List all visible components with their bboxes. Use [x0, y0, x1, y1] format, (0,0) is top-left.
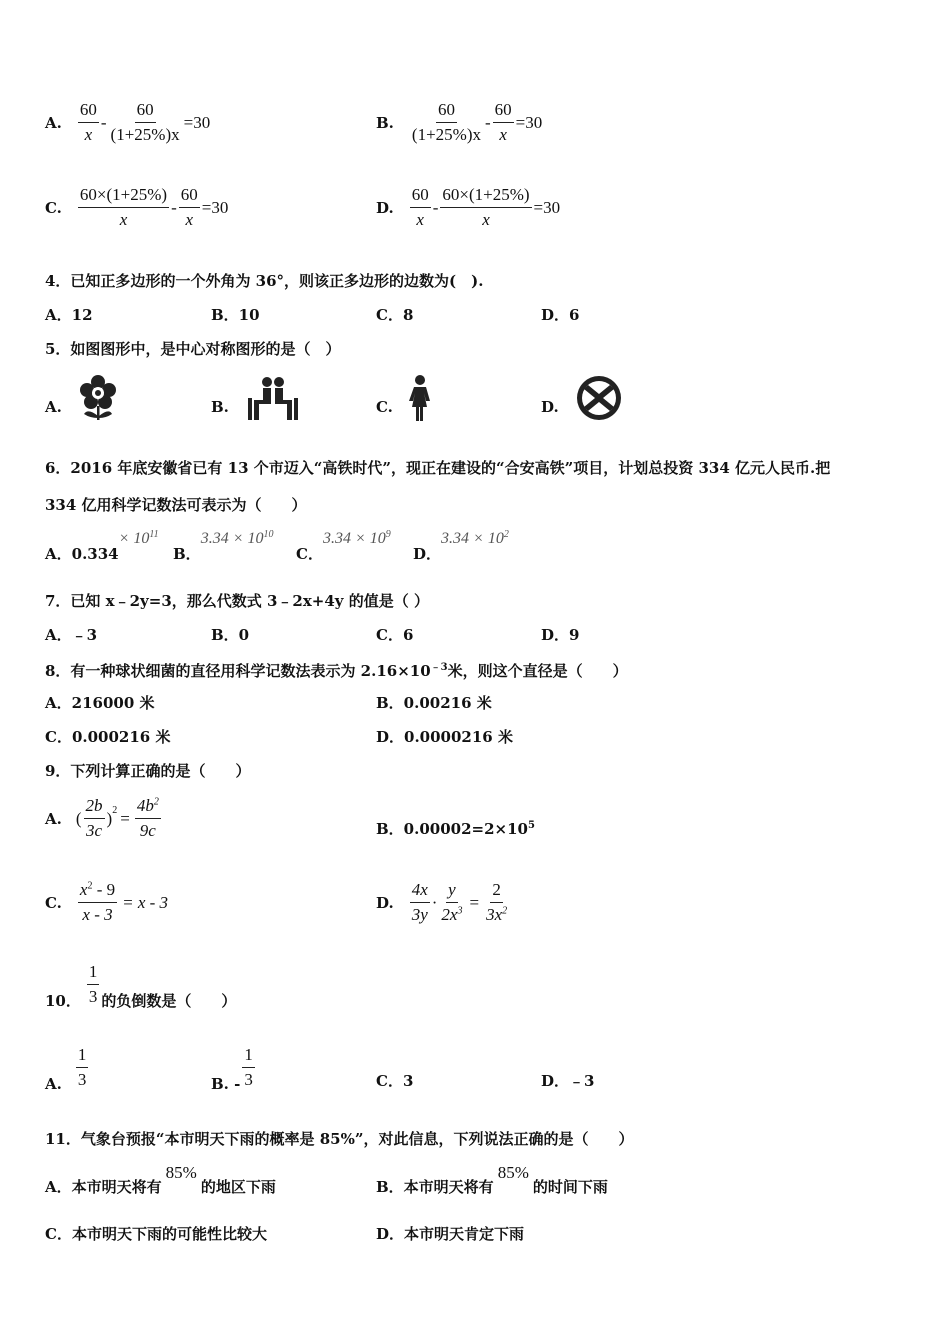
exponent: 5 — [527, 820, 535, 831]
person-icon[interactable] — [407, 374, 433, 422]
numerator: 1 — [242, 1045, 255, 1068]
denominator: 3 — [244, 1070, 253, 1089]
option-label: B. — [376, 113, 394, 132]
exponent: 2 — [153, 796, 159, 808]
q8-option-b[interactable]: B．0.00216 米 — [376, 694, 492, 712]
q10-option-d[interactable]: D．﹣3 — [541, 1072, 595, 1090]
option-label: C． — [296, 545, 323, 563]
circle-cross-icon[interactable] — [574, 374, 624, 422]
q11-option-d[interactable]: D．本市明天肯定下雨 — [376, 1225, 525, 1243]
numerator: 60 — [436, 100, 457, 123]
exponent: 2 — [503, 529, 509, 540]
q8-stem-exp: ﹣3 — [430, 662, 448, 673]
q8-option-c[interactable]: C．0.000216 米 — [45, 728, 171, 746]
numerator: 60 — [78, 100, 99, 123]
rhs: =30 — [533, 197, 561, 217]
q5-option-c-label[interactable]: C. — [376, 398, 393, 416]
equals: = — [469, 892, 480, 912]
option-label: C. — [45, 893, 62, 912]
option-post: 的地区下雨 — [200, 1178, 276, 1196]
numerator: 2 — [490, 880, 503, 903]
term: 4b — [136, 796, 154, 815]
option-pre: B．本市明天将有 — [376, 1178, 494, 1196]
q3-d-formula — [408, 185, 560, 230]
q7-stem: 7．已知 x﹣2y=3，那么代数式 3﹣2x+4y 的值是（ ） — [45, 592, 429, 610]
q8-stem-pre: 8．有一种球状细菌的直径用科学记数法表示为 2.16×10 — [45, 662, 431, 680]
q4-option-d[interactable]: D．6 — [541, 306, 580, 324]
denominator: 3c — [86, 821, 103, 840]
q3-option-a[interactable] — [45, 100, 210, 145]
operator: - — [100, 112, 107, 132]
q6-option-d[interactable] — [413, 527, 509, 563]
denominator: x — [185, 210, 194, 229]
q7-option-c[interactable]: C．6 — [376, 626, 414, 644]
paren: ( — [75, 808, 82, 828]
option-label: A. — [45, 113, 62, 132]
exponent: 2 — [112, 805, 118, 816]
q10-option-b[interactable] — [211, 1045, 257, 1093]
q7-option-b[interactable]: B．0 — [211, 626, 250, 644]
exponent: 2 — [87, 880, 93, 892]
equals: = — [120, 808, 130, 828]
paren: ) — [106, 808, 113, 828]
q9-option-a[interactable] — [45, 796, 163, 841]
q3-c-formula — [76, 185, 228, 230]
option-post: 的时间下雨 — [532, 1178, 608, 1196]
denominator: x — [119, 210, 128, 229]
operator: - — [171, 197, 177, 217]
q8-option-d[interactable]: D．0.0000216 米 — [376, 728, 513, 746]
rhs: =30 — [201, 197, 229, 217]
denominator: 9c — [139, 821, 156, 840]
q11-option-b[interactable] — [376, 1162, 608, 1196]
exponent: 2 — [502, 905, 508, 917]
numerator: 2b — [84, 796, 105, 819]
term: 2x — [441, 905, 458, 924]
q10-stem-text: 的负倒数是（ ） — [101, 992, 237, 1010]
option-label: D. — [376, 893, 394, 912]
denominator — [439, 903, 464, 925]
denominator: 3y — [411, 905, 428, 924]
q8-option-a[interactable]: A．216000 米 — [45, 694, 155, 712]
denominator: x - 3 — [82, 905, 113, 924]
q9-d-formula — [408, 880, 511, 925]
q11-option-c[interactable]: C．本市明天下雨的可能性比较大 — [45, 1225, 267, 1243]
q6-option-a[interactable] — [45, 527, 159, 563]
denominator: x — [84, 125, 93, 144]
numerator — [78, 880, 117, 903]
denominator: 3 — [77, 1070, 87, 1089]
q6-option-b[interactable] — [173, 527, 274, 563]
q3-option-b[interactable] — [376, 100, 542, 145]
q10-stem — [45, 962, 237, 1010]
q4-option-c[interactable]: C．8 — [376, 306, 414, 324]
q3-option-c[interactable] — [45, 185, 228, 230]
q10-option-c[interactable]: C．3 — [376, 1072, 414, 1090]
numerator: 60×(1+25%) — [440, 185, 531, 208]
q10-number: 10． — [45, 992, 81, 1010]
q6-stem-line1: 6．2016 年底安徽省已有 13 个市迈入“高铁时代”，现正在建设的“合安高铁”项目，计划总投资 334 亿元人民币.把 — [45, 459, 831, 477]
flower-icon[interactable] — [78, 374, 118, 422]
option-label: C. — [45, 198, 62, 217]
numerator: 60 — [410, 185, 431, 208]
q7-option-a[interactable]: A．﹣3 — [45, 626, 98, 644]
q4-stem: 4．已知正多边形的一个外角为 36°，则该正多边形的边数为( ). — [45, 272, 484, 290]
rhs: =30 — [183, 112, 211, 132]
operator: - — [484, 112, 491, 132]
q5-option-a-label[interactable]: A. — [45, 398, 62, 416]
numerator — [135, 796, 161, 819]
q5-option-b-label[interactable]: B. — [211, 398, 229, 416]
q8-stem-post: 米，则这个直径是（ ） — [447, 662, 628, 680]
q11-stem: 11．气象台预报“本市明天下雨的概率是 85%”，对此信息，下列说法正确的是（ ） — [45, 1130, 634, 1148]
exponent: 9 — [385, 529, 391, 540]
option-label: A. — [45, 809, 62, 828]
sci-notation: 3.34 × 10 — [322, 530, 386, 547]
denominator: 3 — [88, 987, 98, 1006]
percentage: 85% — [497, 1163, 529, 1182]
term: - 9 — [92, 880, 116, 899]
q9-c-formula — [76, 880, 168, 925]
option-text: B．0.00002=2×10 — [376, 820, 528, 838]
operator: · — [431, 892, 438, 912]
seated-people-icon[interactable] — [244, 376, 302, 422]
denominator: x — [416, 210, 424, 229]
term: x — [79, 880, 88, 899]
numerator: 60 — [493, 100, 514, 123]
q10-option-a[interactable] — [45, 1045, 90, 1093]
q5-option-d-label[interactable]: D. — [541, 398, 559, 416]
rhs: = x - 3 — [122, 892, 169, 912]
option-label: D. — [376, 198, 394, 217]
q3-b-formula — [408, 100, 542, 145]
rhs: =30 — [515, 112, 543, 132]
q6-option-c[interactable] — [296, 527, 391, 563]
denominator: x — [482, 210, 490, 229]
q9-option-c[interactable] — [45, 880, 168, 925]
q9-option-b[interactable] — [376, 818, 535, 839]
q4-option-b[interactable]: B．10 — [211, 306, 260, 324]
q3-option-d[interactable] — [376, 185, 560, 230]
option-label: A. — [45, 1074, 62, 1093]
option-label: B． — [173, 545, 201, 563]
denominator: (1+25%)x — [411, 125, 481, 144]
numerator: 1 — [76, 1045, 89, 1068]
option-label: A．0.334 — [45, 545, 119, 563]
q9-option-d[interactable] — [376, 880, 511, 925]
sci-notation: 3.34 × 10 — [441, 530, 504, 547]
q4-option-a[interactable]: A．12 — [45, 306, 93, 324]
q5-stem: 5．如图图形中，是中心对称图形的是（ ） — [45, 340, 341, 358]
q6-stem-line2: 334 亿用科学记数法可表示为（ ） — [45, 496, 307, 514]
q7-option-d[interactable]: D．9 — [541, 626, 580, 644]
denominator: x — [499, 125, 507, 144]
exponent: 3 — [457, 905, 463, 917]
option-label: B. - — [211, 1074, 241, 1093]
denominator — [484, 903, 509, 925]
q3-a-formula — [76, 100, 210, 145]
exponent: 11 — [149, 529, 159, 540]
q9-stem: 9．下列计算正确的是（ ） — [45, 762, 251, 780]
operator: - — [432, 197, 439, 217]
term: 3x — [486, 905, 503, 924]
q11-option-a[interactable] — [45, 1162, 276, 1196]
option-label: D． — [413, 545, 442, 563]
sci-notation: 3.34 × 10 — [200, 530, 264, 547]
numerator: 4x — [410, 880, 430, 903]
numerator: 60 — [179, 185, 200, 208]
numerator: 60 — [135, 100, 156, 123]
q8-stem — [45, 658, 628, 681]
percentage: 85% — [165, 1163, 197, 1182]
denominator: (1+25%)x — [110, 125, 180, 144]
numerator: y — [446, 880, 458, 903]
exponent: 10 — [263, 529, 274, 540]
sci-notation: × 10 — [118, 530, 150, 547]
option-pre: A．本市明天将有 — [45, 1178, 162, 1196]
q9-a-formula — [76, 796, 163, 841]
numerator: 1 — [87, 962, 100, 985]
numerator: 60×(1+25%) — [78, 185, 169, 208]
